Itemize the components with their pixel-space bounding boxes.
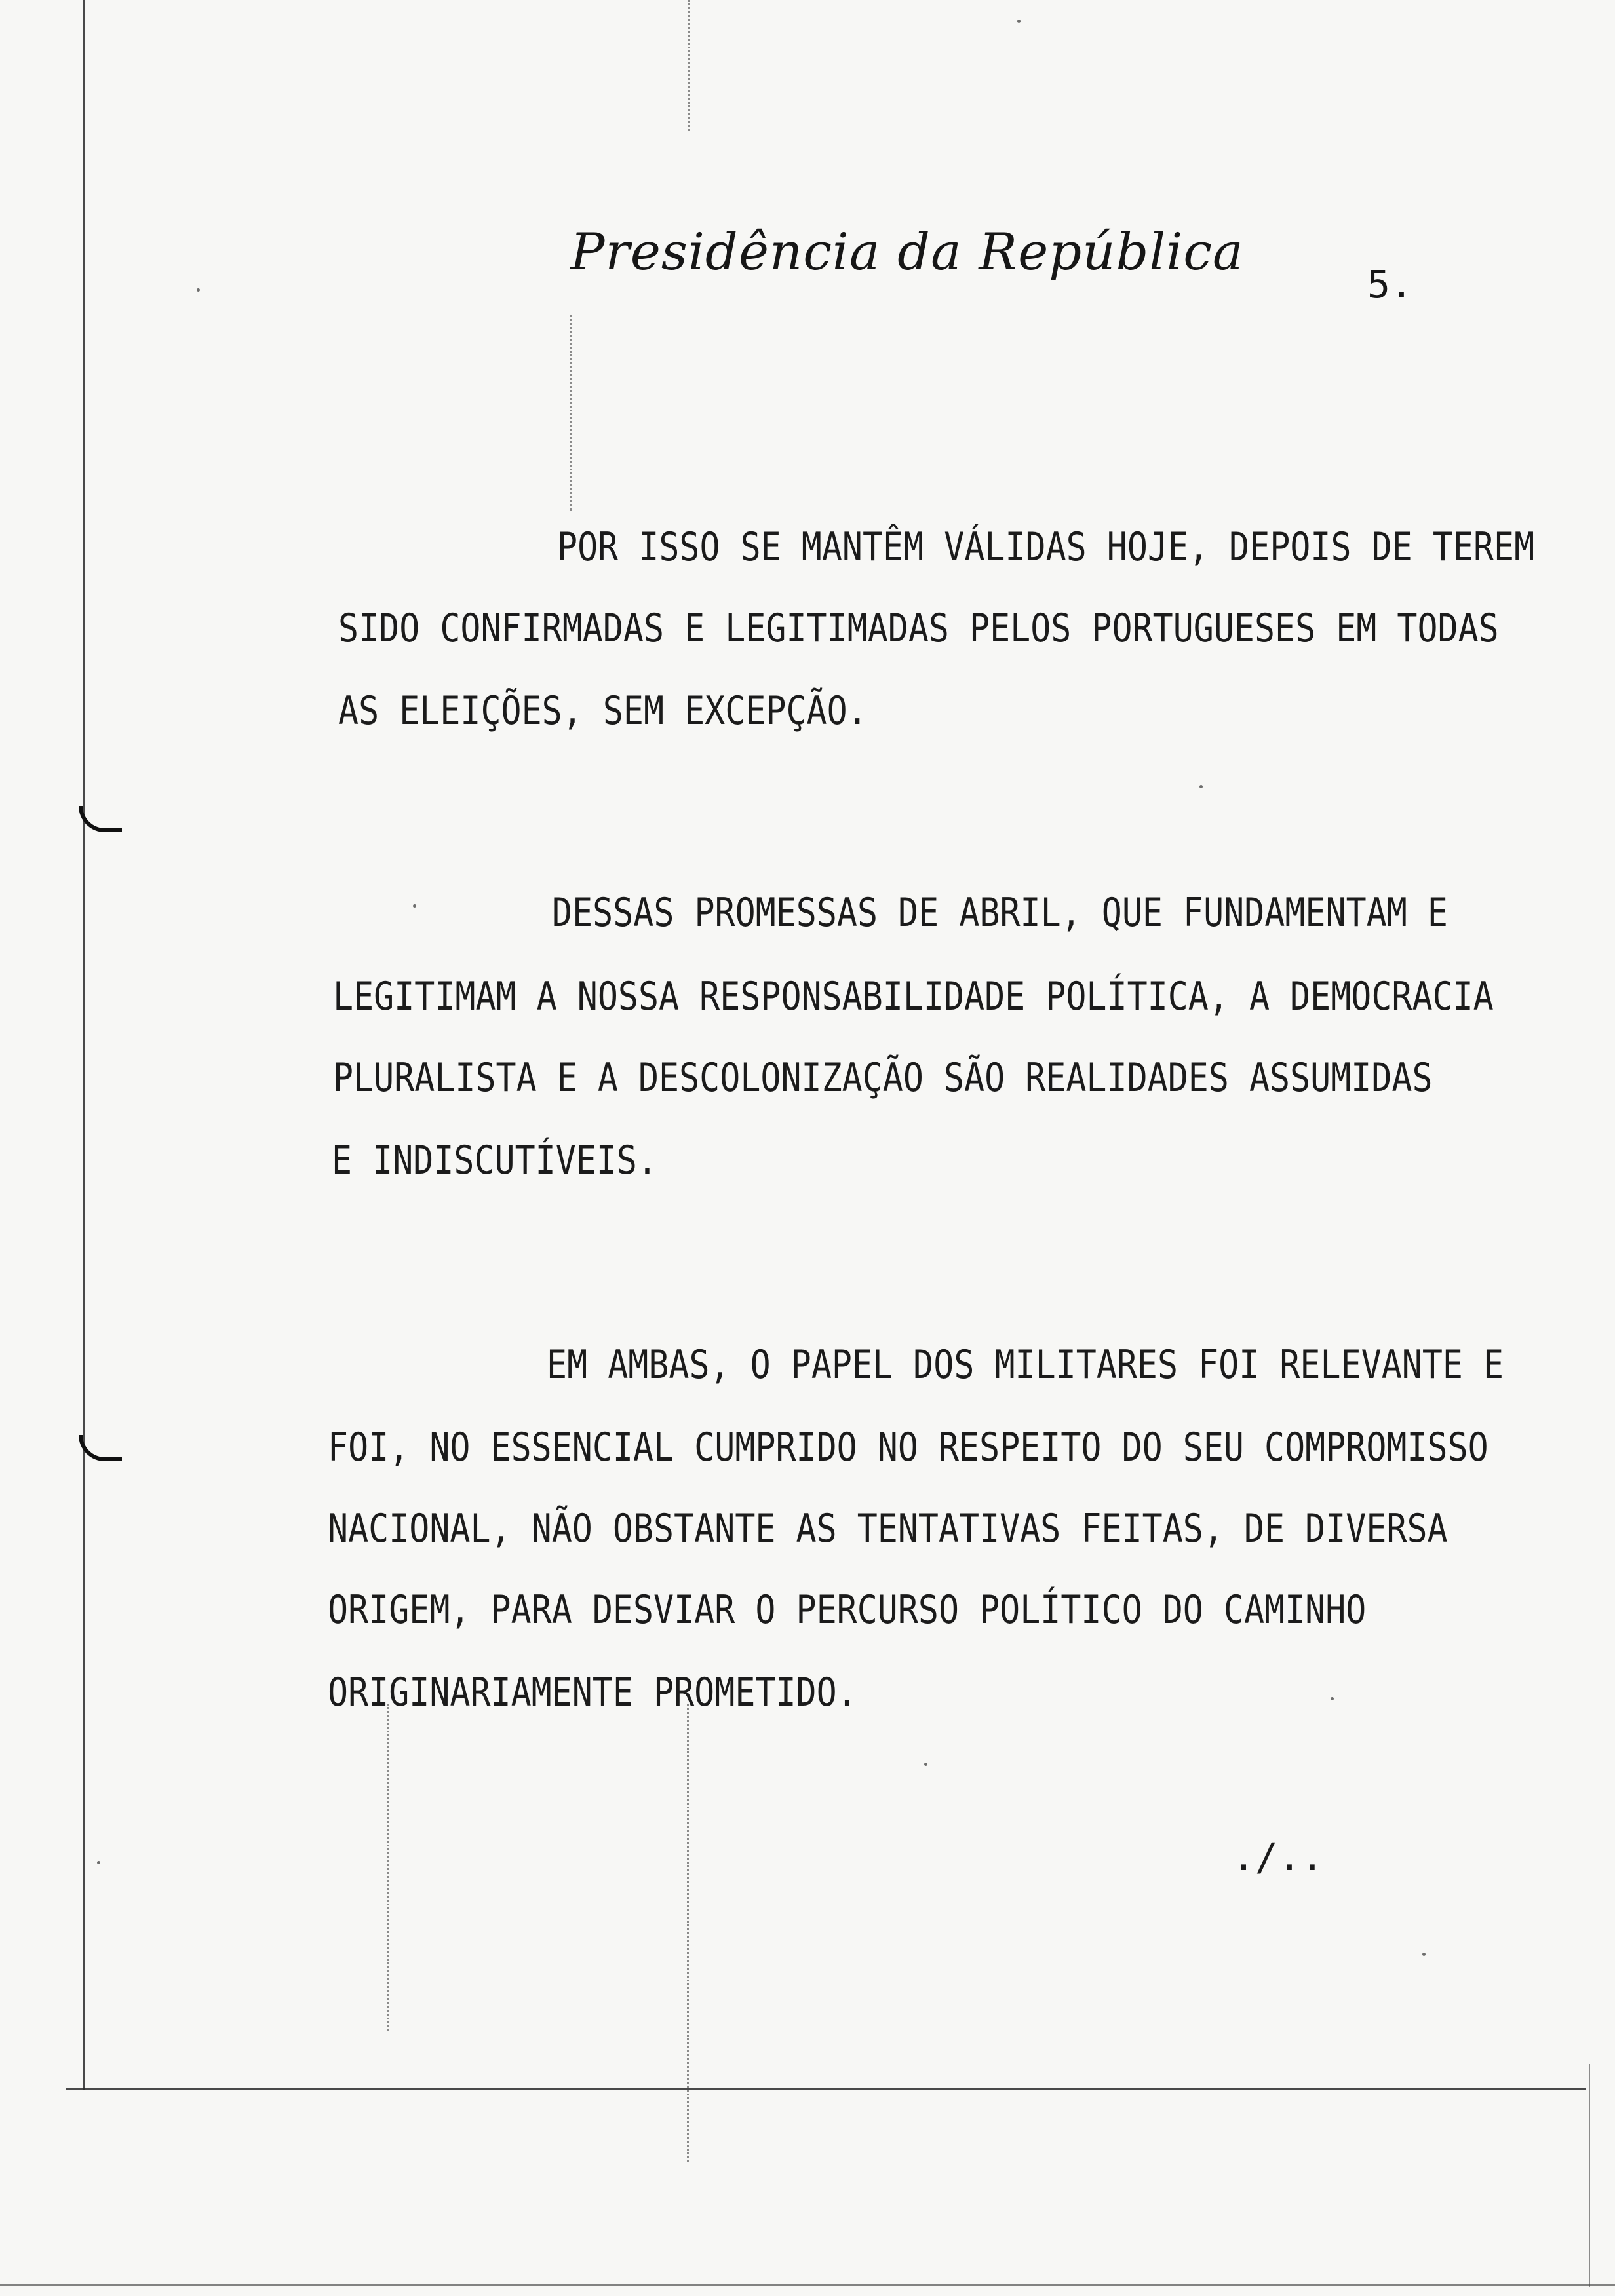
scan-speck <box>1422 1953 1426 1956</box>
scan-speck <box>1017 20 1021 23</box>
scan-speck <box>197 288 200 292</box>
paragraph-3-line-4: ORIGEM, PARA DESVIAR O PERCURSO POLÍTICO DO CAMINHO <box>328 1587 1367 1633</box>
paragraph-2-line-2: LEGITIMAM A NOSSA RESPONSABILIDADE POLÍTICA, A DEMOCRACIA <box>333 974 1494 1020</box>
paragraph-1-line-1: POR ISSO SE MANTÊM VÁLIDAS HOJE, DEPOIS DE TEREM <box>557 524 1535 570</box>
scan-left-border <box>83 0 85 2090</box>
scan-right-edge <box>1589 2064 1590 2287</box>
paragraph-2-line-3: PLURALISTA E A DESCOLONIZAÇÃO SÃO REALIDADES ASSUMIDAS <box>333 1055 1433 1101</box>
paragraph-2-line-4: E INDISCUTÍVEIS. <box>332 1138 658 1183</box>
binder-bracket-mark <box>79 1435 122 1461</box>
paragraph-3-line-3: NACIONAL, NÃO OBSTANTE AS TENTATIVAS FEITAS, DE DIVERSA <box>328 1506 1448 1552</box>
scan-speck <box>1199 785 1203 788</box>
letterhead-title: Presidência da República <box>570 223 1244 282</box>
paragraph-3-line-2: FOI, NO ESSENCIAL CUMPRIDO NO RESPEITO DO SEU COMPROMISSO <box>328 1425 1489 1470</box>
scan-speck <box>924 1763 927 1766</box>
scan-speck <box>1331 1697 1334 1700</box>
scan-noise-line <box>687 1704 691 2162</box>
continuation-mark: ./.. <box>1232 1835 1324 1879</box>
paragraph-1-line-2: SIDO CONFIRMADAS E LEGITIMADAS PELOS PORTUGUESES EM TODAS <box>338 605 1499 651</box>
scan-noise-line <box>570 315 574 511</box>
paragraph-2-line-1: DESSAS PROMESSAS DE ABRIL, QUE FUNDAMENTAM E <box>552 890 1448 936</box>
page-number: 5. <box>1367 262 1413 307</box>
scan-speck <box>413 904 416 908</box>
scan-noise-line <box>688 0 692 131</box>
scan-noise-line <box>387 1704 391 2031</box>
scan-bottom-border <box>66 2088 1586 2090</box>
paragraph-1-line-3: AS ELEIÇÕES, SEM EXCEPÇÃO. <box>338 688 868 734</box>
scan-bottom-edge <box>0 2284 1615 2286</box>
paragraph-3-line-1: EM AMBAS, O PAPEL DOS MILITARES FOI RELEVANTE E <box>547 1342 1504 1388</box>
paragraph-3-line-5: ORIGINARIAMENTE PROMETIDO. <box>328 1670 857 1715</box>
binder-bracket-mark <box>79 806 122 832</box>
scan-speck <box>97 1861 100 1864</box>
